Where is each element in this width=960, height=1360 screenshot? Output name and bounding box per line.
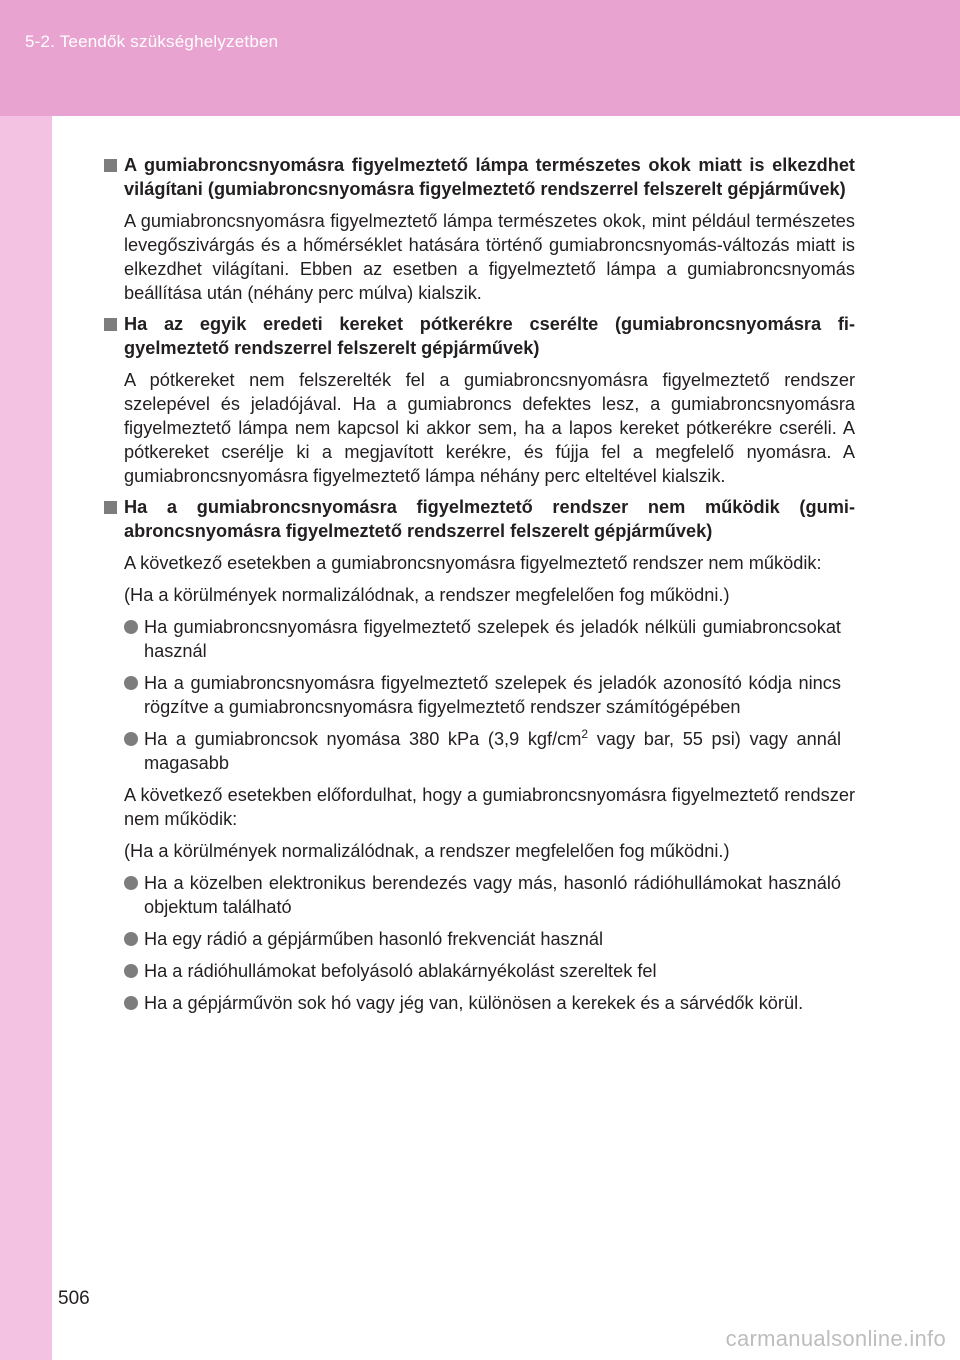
watermark: carmanualsonline.info xyxy=(725,1326,946,1351)
list-item-text: Ha a rádióhullámokat befolyásoló ablakárnyékolást szereltek fel xyxy=(144,961,657,981)
round-bullet-icon xyxy=(124,964,138,978)
square-bullet-icon xyxy=(104,501,117,514)
section-heading xyxy=(100,153,855,201)
list-item xyxy=(124,871,841,919)
section-warning-light xyxy=(100,153,855,305)
paragraph: A gumiabroncsnyomásra figyelmeztető lámpa természetes okok, mint például természetes levegőszivárgás és a hőmérséklet hatására történő gumiabroncsnyomás-változás miatt is elkezdhet világítani. Ebben az esetben a figyelmeztető lámpa a gumiabroncsnyomás beállítása után (néhány perc múlva) kialszik. xyxy=(124,211,855,303)
list-item-text: Ha a közelben elektronikus berendezés vagy más, hasonló rádióhullámokat használó objektum található xyxy=(144,873,841,917)
list-item-text: Ha a gépjárművön sok hó vagy jég van, különösen a kerekek és a sárvédők körül. xyxy=(144,993,804,1013)
header-band xyxy=(0,0,960,116)
round-bullet-icon xyxy=(124,996,138,1010)
list-item-text: Ha a gumiabroncsnyomásra figyelmeztető szelepek és jeladók azonosító kódja nincs rögzítve a gumiabroncsnyomásra figyelmeztető rendszer számítógépében xyxy=(144,673,841,717)
square-bullet-icon xyxy=(104,159,117,172)
list-item xyxy=(124,671,841,719)
heading-text: A gumiabroncsnyomásra figyelmeztető lámpa természetes okok miatt is elkezdhet világítani (gumiabroncsnyomásra figyelmeztető rendszerrel felszerelt gépjárművek) xyxy=(124,155,855,199)
bullet-list xyxy=(124,615,841,775)
heading-text: Ha az egyik eredeti kereket pótkerékre cserélte (gumiabroncsnyomásra figyelmeztető rendszerrel felszerelt gépjárművek) xyxy=(124,314,855,358)
list-item xyxy=(124,991,841,1015)
list-item-text: Ha gumiabroncsnyomásra figyelmeztető szelepek és jeladók nélküli gumiabroncsokat használ xyxy=(144,617,841,661)
section-heading xyxy=(100,495,855,543)
list-item-text-before: Ha a gumiabroncsok nyomása 380 kPa (3,9 kgf/cm xyxy=(144,729,582,749)
section-label: 5-2. Teendők szükséghelyzetben xyxy=(25,32,279,51)
round-bullet-icon xyxy=(124,732,138,746)
paragraph-note: (Ha a körülmények normalizálódnak, a rendszer megfelelően fog működni.) xyxy=(124,841,730,861)
paragraph-intro: A következő esetekben a gumiabroncsnyomásra figyelmeztető rendszer nem működik: xyxy=(124,553,822,573)
list-item-text: Ha egy rádió a gépjárműben hasonló frekvenciát használ xyxy=(144,929,604,949)
heading-text: Ha a gumiabroncsnyomásra figyelmeztető rendszer nem működik (gumiabroncsnyomásra figyelmeztető rendszerrel felszerelt gépjárművek) xyxy=(124,497,855,541)
page-content xyxy=(100,153,855,1023)
list-item xyxy=(124,615,841,663)
list-item xyxy=(124,959,841,983)
bullet-list xyxy=(124,871,841,1015)
list-item xyxy=(124,927,841,951)
superscript: 2 xyxy=(581,726,589,741)
round-bullet-icon xyxy=(124,676,138,690)
list-item-text-after: vagy bar, 55 psi) vagy annál magasabb xyxy=(144,729,842,773)
section-system-not-working xyxy=(100,495,855,1015)
paragraph-intro: A következő esetekben előfordulhat, hogy a gumiabroncsnyomásra figyelmeztető rendszer nem működik: xyxy=(124,785,855,829)
list-item xyxy=(124,727,841,775)
round-bullet-icon xyxy=(124,620,138,634)
round-bullet-icon xyxy=(124,876,138,890)
side-margin-band xyxy=(0,116,52,1360)
square-bullet-icon xyxy=(104,318,117,331)
section-spare-tire xyxy=(100,312,855,488)
round-bullet-icon xyxy=(124,932,138,946)
section-heading xyxy=(100,312,855,360)
paragraph: A pótkereket nem felszerelték fel a gumiabroncsnyomásra figyelmeztető rendszer szelepével és jeladójával. Ha a gumiabroncs defektes lesz, a gumiabroncsnyomásra figyelmeztető lámpa nem kapcsol ki akkor sem, ha a lapos kereket pótkerékre cseréli. A pótkereket cserélje ki a megjavított kerékre, és fújja fel a megfelelő nyomásra. A gumiabroncsnyomásra figyelmeztető lámpa néhány perc elteltével kialszik. xyxy=(124,370,855,486)
paragraph-note: (Ha a körülmények normalizálódnak, a rendszer megfelelően fog működni.) xyxy=(124,585,730,605)
page-number: 506 xyxy=(58,1288,90,1309)
